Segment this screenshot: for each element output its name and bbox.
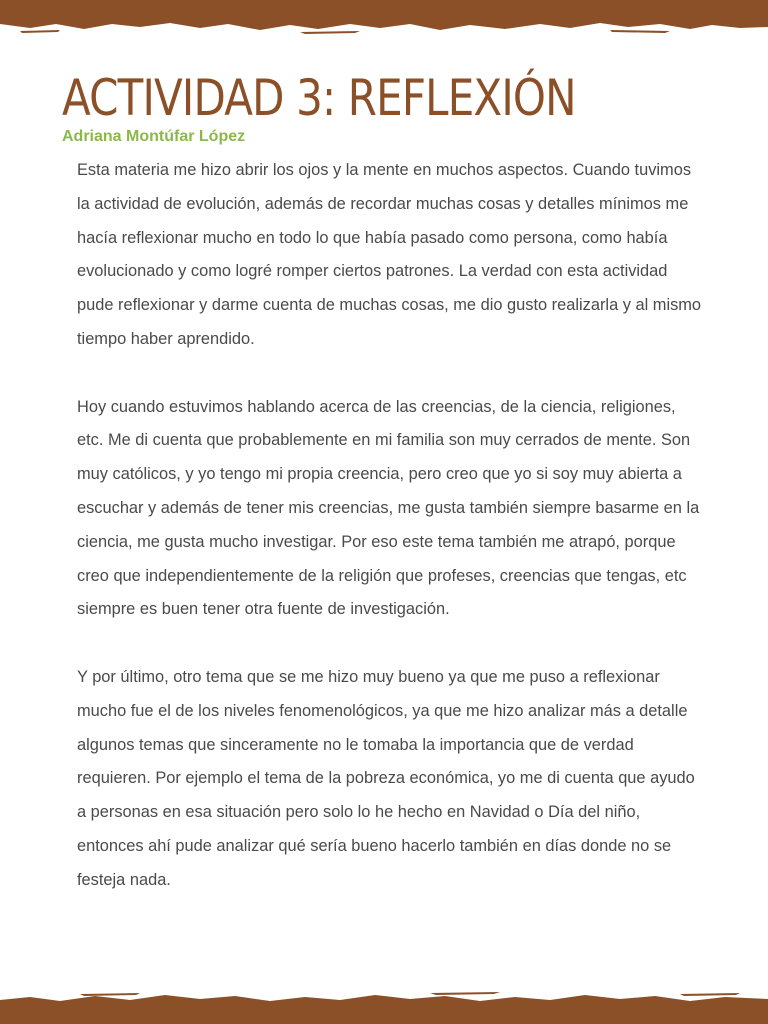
author-name: Adriana Montúfar López [62, 128, 246, 145]
paragraph: Esta materia me hizo abrir los ojos y la mente en muchos aspectos. Cuando tuvimos la actividad de evolución, además de recordar muchas cosas y detalles mínimos me hacía reflexionar mucho en todo lo que había pasado como persona, como había evolucionado y como logré romper ciertos patrones. La verdad con esta actividad pude reflexionar y darme cuenta de muchas cosas, me dio gusto realizarla y al mismo tiempo haber aprendido. [77, 161, 702, 348]
paragraph: Hoy cuando estuvimos hablando acerca de las creencias, de la ciencia, religiones, etc. Me di cuenta que probablemente en mi familia son muy cerrados de mente. Son muy católicos, y yo tengo mi propia creencia, pero creo que yo si soy muy abierta a escuchar y además de tener mis creencias, me gusta también siempre basarme en la ciencia, me gusta mucho investigar. Por eso este tema también me atrapó, porque creo que independientemente de la religión que profeses, creencias que tengas, etc siempre es buen tener otra fuente de investigación. [77, 397, 700, 619]
paragraph: Y por último, otro tema que se me hizo muy bueno ya que me puso a reflexionar mucho fue el de los niveles fenomenológicos, ya que me hizo analizar más a detalle algunos temas que sinceramente no le tomaba la importancia que de verdad requieren. Por ejemplo el tema de la pobreza económica, yo me di cuenta que ayudo a personas en esa situación pero solo lo he hecho en Navidad o Día del niño, entonces ahí pude analizar qué sería bueno hacerlo también en días donde no se festeja nada. [77, 667, 695, 889]
top-brush-border [0, 0, 768, 36]
page-title: ACTIVIDAD 3: REFLEXIÓN [62, 69, 576, 127]
body-text [77, 154, 702, 898]
bottom-brush-border [0, 992, 768, 1024]
